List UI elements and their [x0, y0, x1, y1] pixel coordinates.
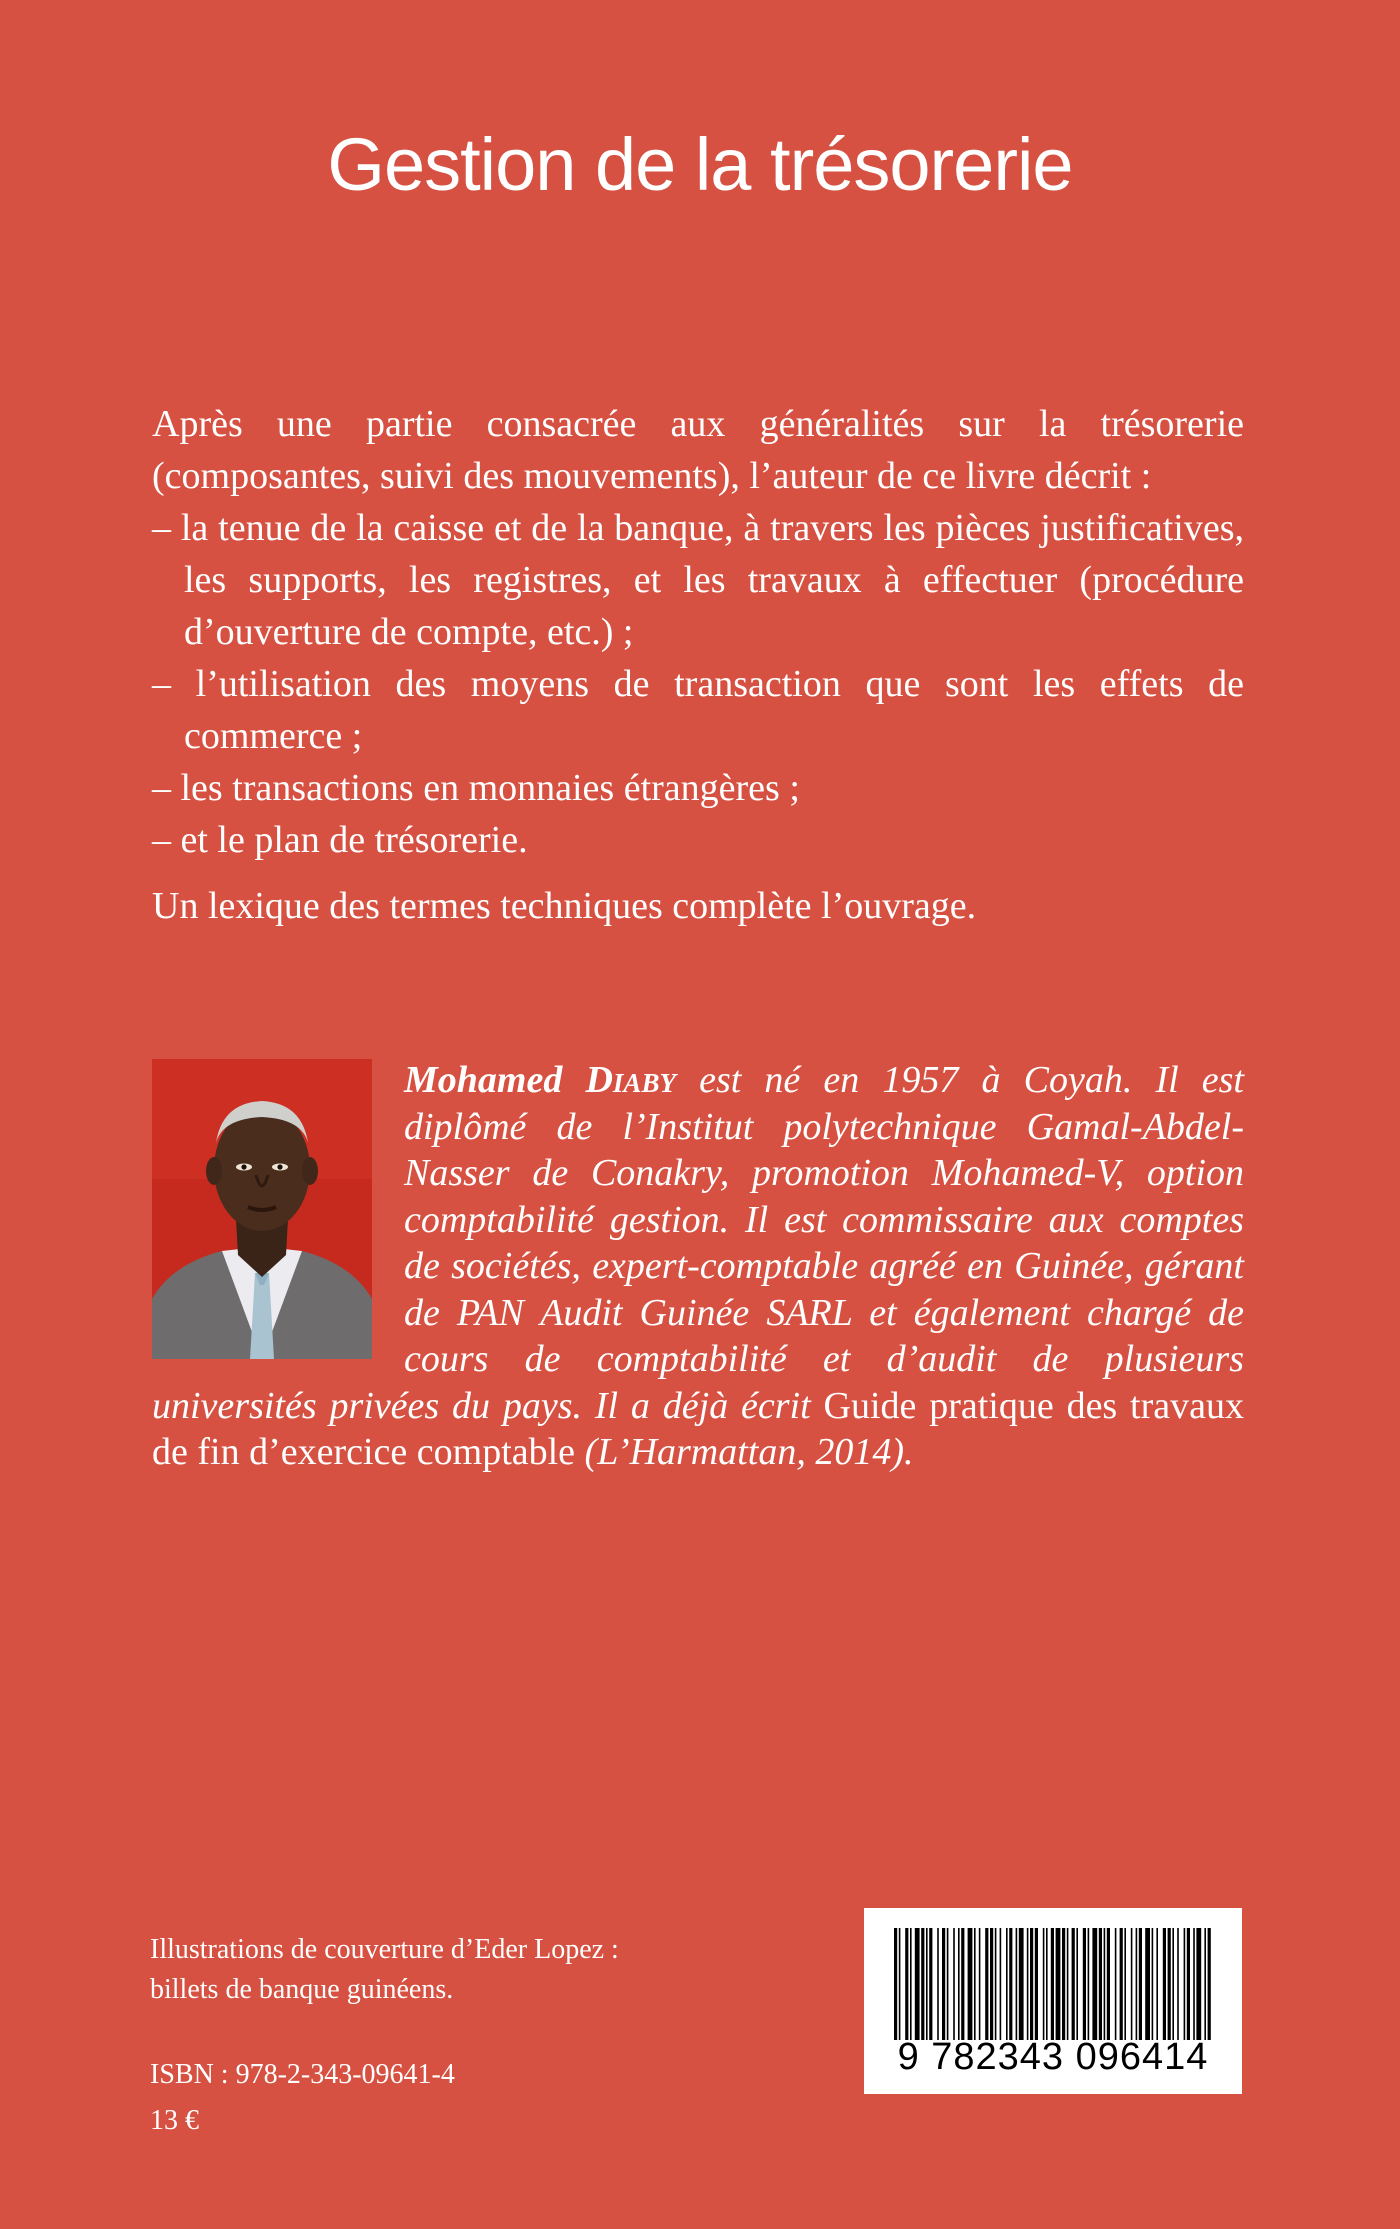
barcode-bars	[888, 1928, 1218, 2040]
summary-item: – l’utilisation des moyens de transaction que sont les effets de commerce ;	[152, 663, 1244, 757]
barcode-bar	[1120, 1928, 1123, 2040]
summary-item: – la tenue de la caisse et de la banque, à travers les pièces justificatives, les supports, les registres, et les travaux à effectuer (procédure d’ouverture de compte, etc.) ;	[152, 507, 1244, 653]
barcode-bar	[953, 1928, 955, 2040]
back-cover-summary	[152, 398, 1244, 932]
credits-line: billets de banque guinéens.	[150, 1974, 454, 2005]
author-prior-book-ref: (L’Harmattan, 2014).	[575, 1431, 914, 1473]
barcode-bar	[1168, 1928, 1171, 2040]
barcode-bar	[1051, 1928, 1054, 2040]
barcode-bar	[1208, 1928, 1211, 2040]
author-bio: est né en 1957 à Coyah. Il est diplômé de l’Institut polytechnique Gamal-Abdel-Nasser de Conakry, promotion Mohamed-V, option comptabilité gestion. Il est commissaire aux comptes de sociétés, expert-comptable agréé en Guinée, gérant de PAN Audit Guinée SARL et également chargé de cours de comptabilité et d’audit de plusieurs universités privées du pays. Il a déjà écrit	[152, 1059, 1244, 1427]
barcode-bar	[1131, 1928, 1133, 2040]
barcode-bar	[1006, 1928, 1008, 2040]
summary-item: – les transactions en monnaies étrangères ;	[152, 767, 800, 809]
barcode-bar	[1152, 1928, 1154, 2040]
barcode-bar	[1083, 1928, 1086, 2040]
barcode-bar	[1115, 1928, 1117, 2040]
barcode-bar	[921, 1928, 924, 2040]
author-photo	[152, 1059, 372, 1359]
barcode-bar	[958, 1928, 960, 2040]
credits-line: Illustrations de couverture d’Eder Lopez :	[150, 1934, 619, 1965]
author-section	[152, 1057, 1244, 1476]
barcode-bar	[1016, 1928, 1018, 2040]
barcode-bar	[985, 1928, 988, 2040]
barcode-bar	[974, 1928, 976, 2040]
barcode-bar	[1107, 1928, 1110, 2040]
barcode-bar	[929, 1928, 932, 2040]
barcode-digits: 9 782343 096414	[897, 2036, 1209, 2078]
barcode-bar	[979, 1928, 981, 2040]
barcode-bar	[937, 1928, 939, 2040]
barcode-bar	[1067, 1928, 1069, 2040]
barcode-bar	[1030, 1928, 1033, 2040]
barcode-bar	[915, 1928, 920, 2040]
barcode-bar	[961, 1928, 964, 2040]
barcode-bar	[1156, 1928, 1158, 2040]
barcode-bar	[942, 1928, 945, 2040]
barcode-bar	[1172, 1928, 1174, 2040]
barcode-bar	[899, 1928, 901, 2040]
barcode-bar	[1009, 1928, 1012, 2040]
author-prior-book: Guide pratique des travaux de fin d’exercice comptable	[152, 1384, 1245, 1473]
barcode-bar	[947, 1928, 949, 2040]
barcode-bar	[1136, 1928, 1138, 2040]
barcode-bar	[1019, 1928, 1024, 2040]
author-first-name: Mohamed	[404, 1059, 563, 1101]
barcode-bar	[995, 1928, 997, 2040]
book-title: Gestion de la trésorerie	[327, 123, 1073, 206]
barcode-bar	[1000, 1928, 1002, 2040]
cover-credits	[150, 1930, 619, 2010]
barcode-bar	[1139, 1928, 1142, 2040]
barcode-bar	[1104, 1928, 1106, 2040]
barcode-bar	[905, 1928, 908, 2040]
barcode-bar	[1177, 1928, 1179, 2040]
barcode-bar	[1163, 1928, 1166, 2040]
barcode-bar	[1056, 1928, 1061, 2040]
barcode-bar	[894, 1928, 897, 2040]
barcode-bar	[1027, 1928, 1029, 2040]
barcode-bar	[1035, 1928, 1038, 2040]
barcode-bar	[1088, 1928, 1090, 2040]
barcode-bar	[1062, 1928, 1065, 2040]
price: 13 €	[150, 2105, 199, 2136]
author-last-name: Diaby	[585, 1059, 676, 1101]
barcode-bar	[1046, 1928, 1048, 2040]
barcode-bar	[1204, 1928, 1206, 2040]
summary-intro: Après une partie consacrée aux généralités sur la trésorerie (composantes, suivi des mouvements), l’auteur de ce livre décrit :	[152, 403, 1244, 497]
barcode-bar	[1196, 1928, 1201, 2040]
barcode-bar	[1092, 1928, 1097, 2040]
barcode-bar	[990, 1928, 993, 2040]
isbn-block	[150, 2052, 455, 2144]
barcode-bar	[1099, 1928, 1102, 2040]
barcode-bar	[1043, 1928, 1045, 2040]
barcode-bar	[1184, 1928, 1186, 2040]
barcode-bar	[1124, 1928, 1126, 2040]
barcode-bar	[968, 1928, 973, 2040]
barcode-bar	[1145, 1928, 1150, 2040]
barcode-bar	[910, 1928, 912, 2040]
barcode-bar	[1076, 1928, 1078, 2040]
barcode	[864, 1908, 1242, 2094]
barcode-bar	[1193, 1928, 1195, 2040]
isbn-number: ISBN : 978-2-343-09641-4	[150, 2059, 455, 2090]
summary-item: – et le plan de trésorerie.	[152, 819, 528, 861]
barcode-bar	[926, 1928, 928, 2040]
barcode-bar	[1187, 1928, 1190, 2040]
barcode-bar	[1072, 1928, 1075, 2040]
summary-closing: Un lexique des termes techniques complète l’ouvrage.	[152, 885, 977, 927]
